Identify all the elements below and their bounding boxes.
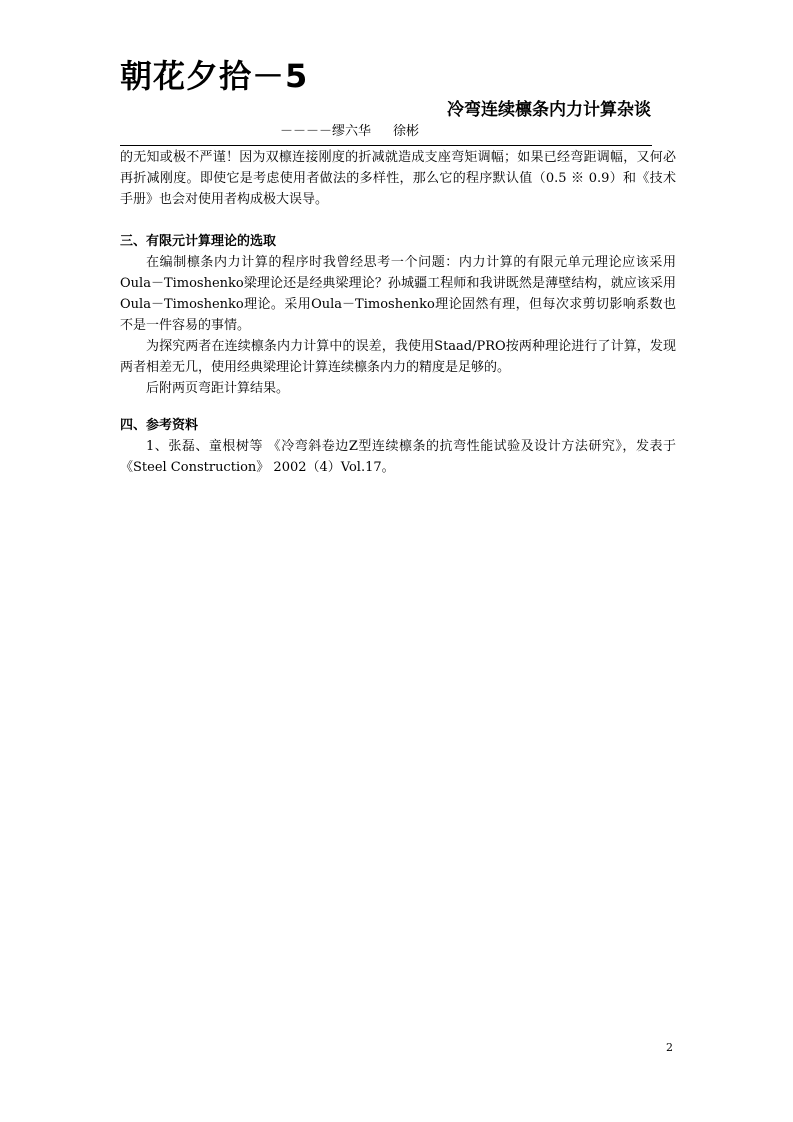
author-line <box>280 123 419 141</box>
section-spacer <box>120 399 676 415</box>
section-3-paragraph-2: 为探究两者在连续檩条内力计算中的误差，我使用Staad/PRO按两种理论进行了计算，发现两者相差无几，使用经典梁理论计算连续檩条内力的精度是足够的。 <box>120 339 676 375</box>
section-4-heading: 四、参考资料 <box>120 418 199 433</box>
body-text <box>120 147 676 478</box>
reference-item-1: 1、张磊、童根树等 《冷弯斜卷边Z型连续檩条的抗弯性能试验及设计方法研究》，发表于《Steel Construction》 2002（4）Vol.17。 <box>120 439 676 475</box>
page-number: 2 <box>666 1041 673 1054</box>
author-2: 徐彬 <box>393 124 420 139</box>
author-1: －－－－缪六华 <box>280 124 372 139</box>
section-spacer <box>120 210 676 231</box>
article-title: 冷弯连续檩条内力计算杂谈 <box>447 100 651 120</box>
header-divider <box>120 145 652 146</box>
continuation-paragraph: 的无知或极不严谨！因为双檩连接刚度的折减就造成支座弯矩调幅；如果已经弯距调幅，又何必再折减刚度。即使它是考虑使用者做法的多样性，那么它的程序默认值（0.5 ※ 0.9）和《技术手册》也会对使用者构成极大误导。 <box>120 150 676 207</box>
section-3-paragraph-3: 后附两页弯距计算结果。 <box>146 381 290 396</box>
section-3-heading: 三、有限元计算理论的选取 <box>120 234 277 249</box>
running-header-title: 朝花夕拾－5 <box>120 57 309 95</box>
section-3-paragraph-1: 在编制檩条内力计算的程序时我曾经思考一个问题：内力计算的有限元单元理论应该采用Oula－Timoshenko梁理论还是经典梁理论？孙城疆工程师和我讲既然是薄壁结构，就应该采用Oula－Timoshenko理论。采用Oula－Timoshenko理论固然有理，但每次求剪切影响系数也不是一件容易的事情。 <box>120 255 676 333</box>
